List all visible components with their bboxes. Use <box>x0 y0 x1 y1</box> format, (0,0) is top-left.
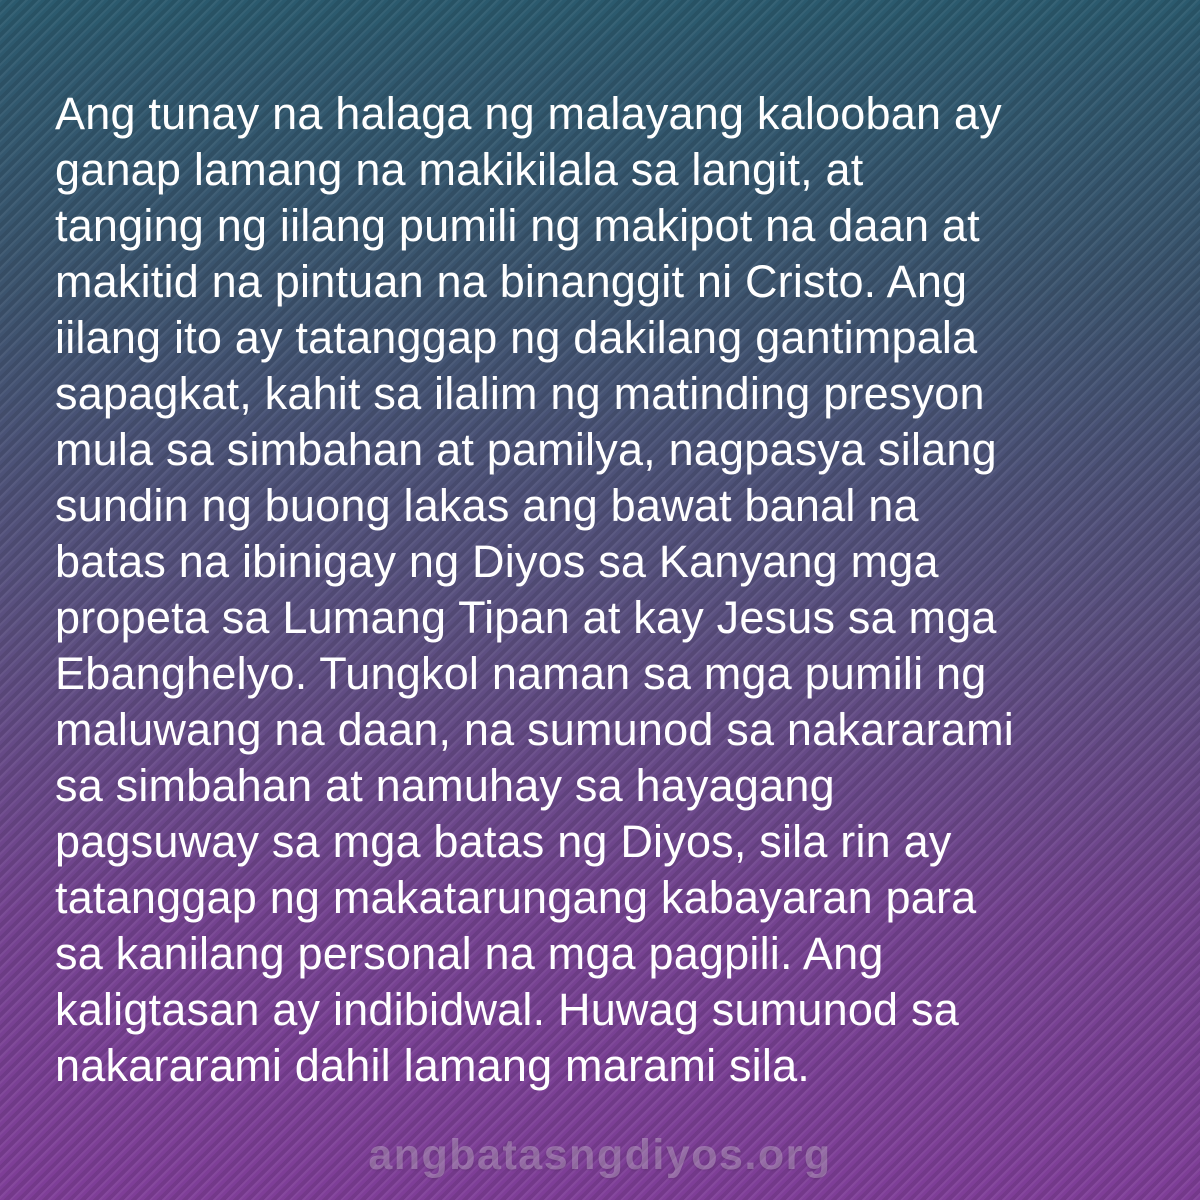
quote-line: mula sa simbahan at pamilya, nagpasya silang <box>55 424 997 475</box>
quote-line: Ang tunay na halaga ng malayang kalooban ay <box>55 88 1002 139</box>
quote-line: ganap lamang na makikilala sa langit, at <box>55 144 864 195</box>
quote-line: sundin ng buong lakas ang bawat banal na <box>55 480 919 531</box>
quote-line: kaligtasan ay indibidwal. Huwag sumunod sa <box>55 984 959 1035</box>
quote-line: makitid na pintuan na binanggit ni Cristo. Ang <box>55 256 968 307</box>
quote-line: pagsuway sa mga batas ng Diyos, sila rin ay <box>55 816 952 867</box>
quote-line: sa kanilang personal na mga pagpili. Ang <box>55 928 884 979</box>
quote-line: propeta sa Lumang Tipan at kay Jesus sa mga <box>55 592 997 643</box>
quote-line: tanging ng iilang pumili ng makipot na daan at <box>55 200 980 251</box>
quote-line: sa simbahan at namuhay sa hayagang <box>55 760 835 811</box>
quote-line: maluwang na daan, na sumunod sa nakararami <box>55 704 1014 755</box>
quote-line: nakararami dahil lamang marami sila. <box>55 1040 810 1091</box>
quote-line: Ebanghelyo. Tungkol naman sa mga pumili ng <box>55 648 987 699</box>
quote-line: tatanggap ng makatarungang kabayaran para <box>55 872 977 923</box>
watermark-site-name: angbatasngdiyos.org <box>368 1131 832 1179</box>
quote-line: iilang ito ay tatanggap ng dakilang gantimpala <box>55 312 978 363</box>
quote-line: sapagkat, kahit sa ilalim ng matinding presyon <box>55 368 985 419</box>
quote-line: batas na ibinigay ng Diyos sa Kanyang mga <box>55 536 939 587</box>
quote-text-block <box>55 86 1170 1094</box>
